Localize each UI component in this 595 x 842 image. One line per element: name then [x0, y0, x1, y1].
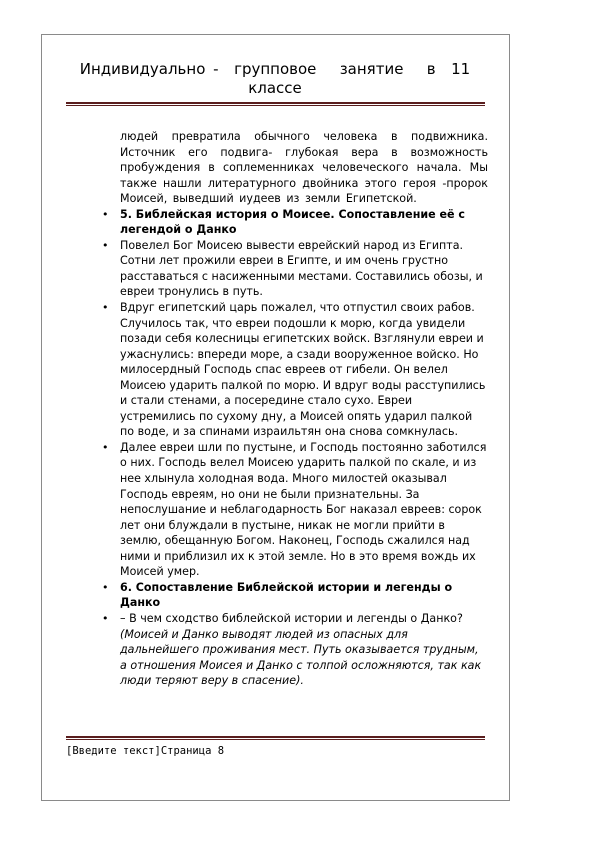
intro-paragraph: людей превратила обычного человека в подвижника. Источник его подвига- глубокая вера в возможность пробуждения в соплеменниках человеческого начала. Мы также нашли литературного двойника этого героя -пророк Моисей, выведший иудеев из земли Египетской.	[120, 130, 488, 206]
list-item	[92, 440, 488, 580]
answer-text: (Моисей и Данко выводят людей из опасных для дальнейшего проживания мест. Путь оказывается трудным, а отношения Моисея и Данко с толпой осложняются, так как люди теряют веру в спасение).	[120, 627, 482, 688]
header-title-line1: Индивидуально - групповое занятие в 11	[79, 60, 471, 78]
list-item-text: Вдруг египетский царь пожалел, что отпустил своих рабов. Случилось так, что евреи подошли к морю, когда увидели позади себя колесницы египетских войск. Взглянули евреи и ужаснулись: впереди море, а сзади вооруженное войско. Но милосердный Господь спас евреев от гибели. Он велел Моисею ударить палкой по морю. И вдруг воды расступились и стали стенами, а посередине стало сухо. Евреи устремились по сухому дну, а Моисей опять ударил палкой по воде, и за спинами израильтян она снова сомкнулась.	[120, 301, 486, 439]
page-header	[60, 60, 490, 98]
bullet-icon: •	[102, 207, 109, 221]
list-item	[92, 207, 488, 238]
bullet-icon: •	[102, 611, 109, 625]
section-heading: 6. Сопоставление Библейской истории и легенды о Данко	[120, 580, 453, 610]
bullet-icon: •	[102, 440, 109, 454]
list-item-text: Повелел Бог Моисею вывести еврейский народ из Египта. Сотни лет прожили евреи в Египте, и им очень грустно расставаться с насиженными местами. Составились обозы, и евреи тронулись в путь.	[120, 238, 483, 299]
document-body	[92, 129, 488, 689]
bullet-list	[92, 207, 488, 689]
bullet-icon: •	[102, 238, 109, 252]
bullet-icon: •	[102, 580, 109, 594]
list-item	[92, 611, 488, 689]
header-title-line2: классе	[248, 79, 302, 97]
question-text: – В чем сходство библейской истории и легенды о Данко?	[120, 611, 463, 625]
section-heading: 5. Библейская история о Моисее. Сопоставление её с легендой о Данко	[120, 207, 466, 237]
list-item	[92, 238, 488, 300]
list-item	[92, 300, 488, 440]
list-item	[92, 580, 488, 611]
bullet-icon: •	[102, 301, 109, 315]
list-item-text: Далее евреи шли по пустыне, и Господь постоянно заботился о них. Господь велел Моисею ударить палкой по скале, и из нее хлынула холодная вода. Много милостей оказывал Господь евреям, но они не были признательны. За непослушание и неблагодарность Бог наказал евреев: сорок лет они блуждали в пустыне, никак не могли прийти в землю, обещанную Богом. Наконец, Господь сжалился над ними и приблизил их к этой земле. Но в это время вождь их Моисей умер.	[120, 440, 487, 579]
footer-divider	[66, 736, 485, 740]
page-footer: [Введите текст]Страница 8	[66, 745, 225, 757]
header-divider	[66, 102, 485, 106]
